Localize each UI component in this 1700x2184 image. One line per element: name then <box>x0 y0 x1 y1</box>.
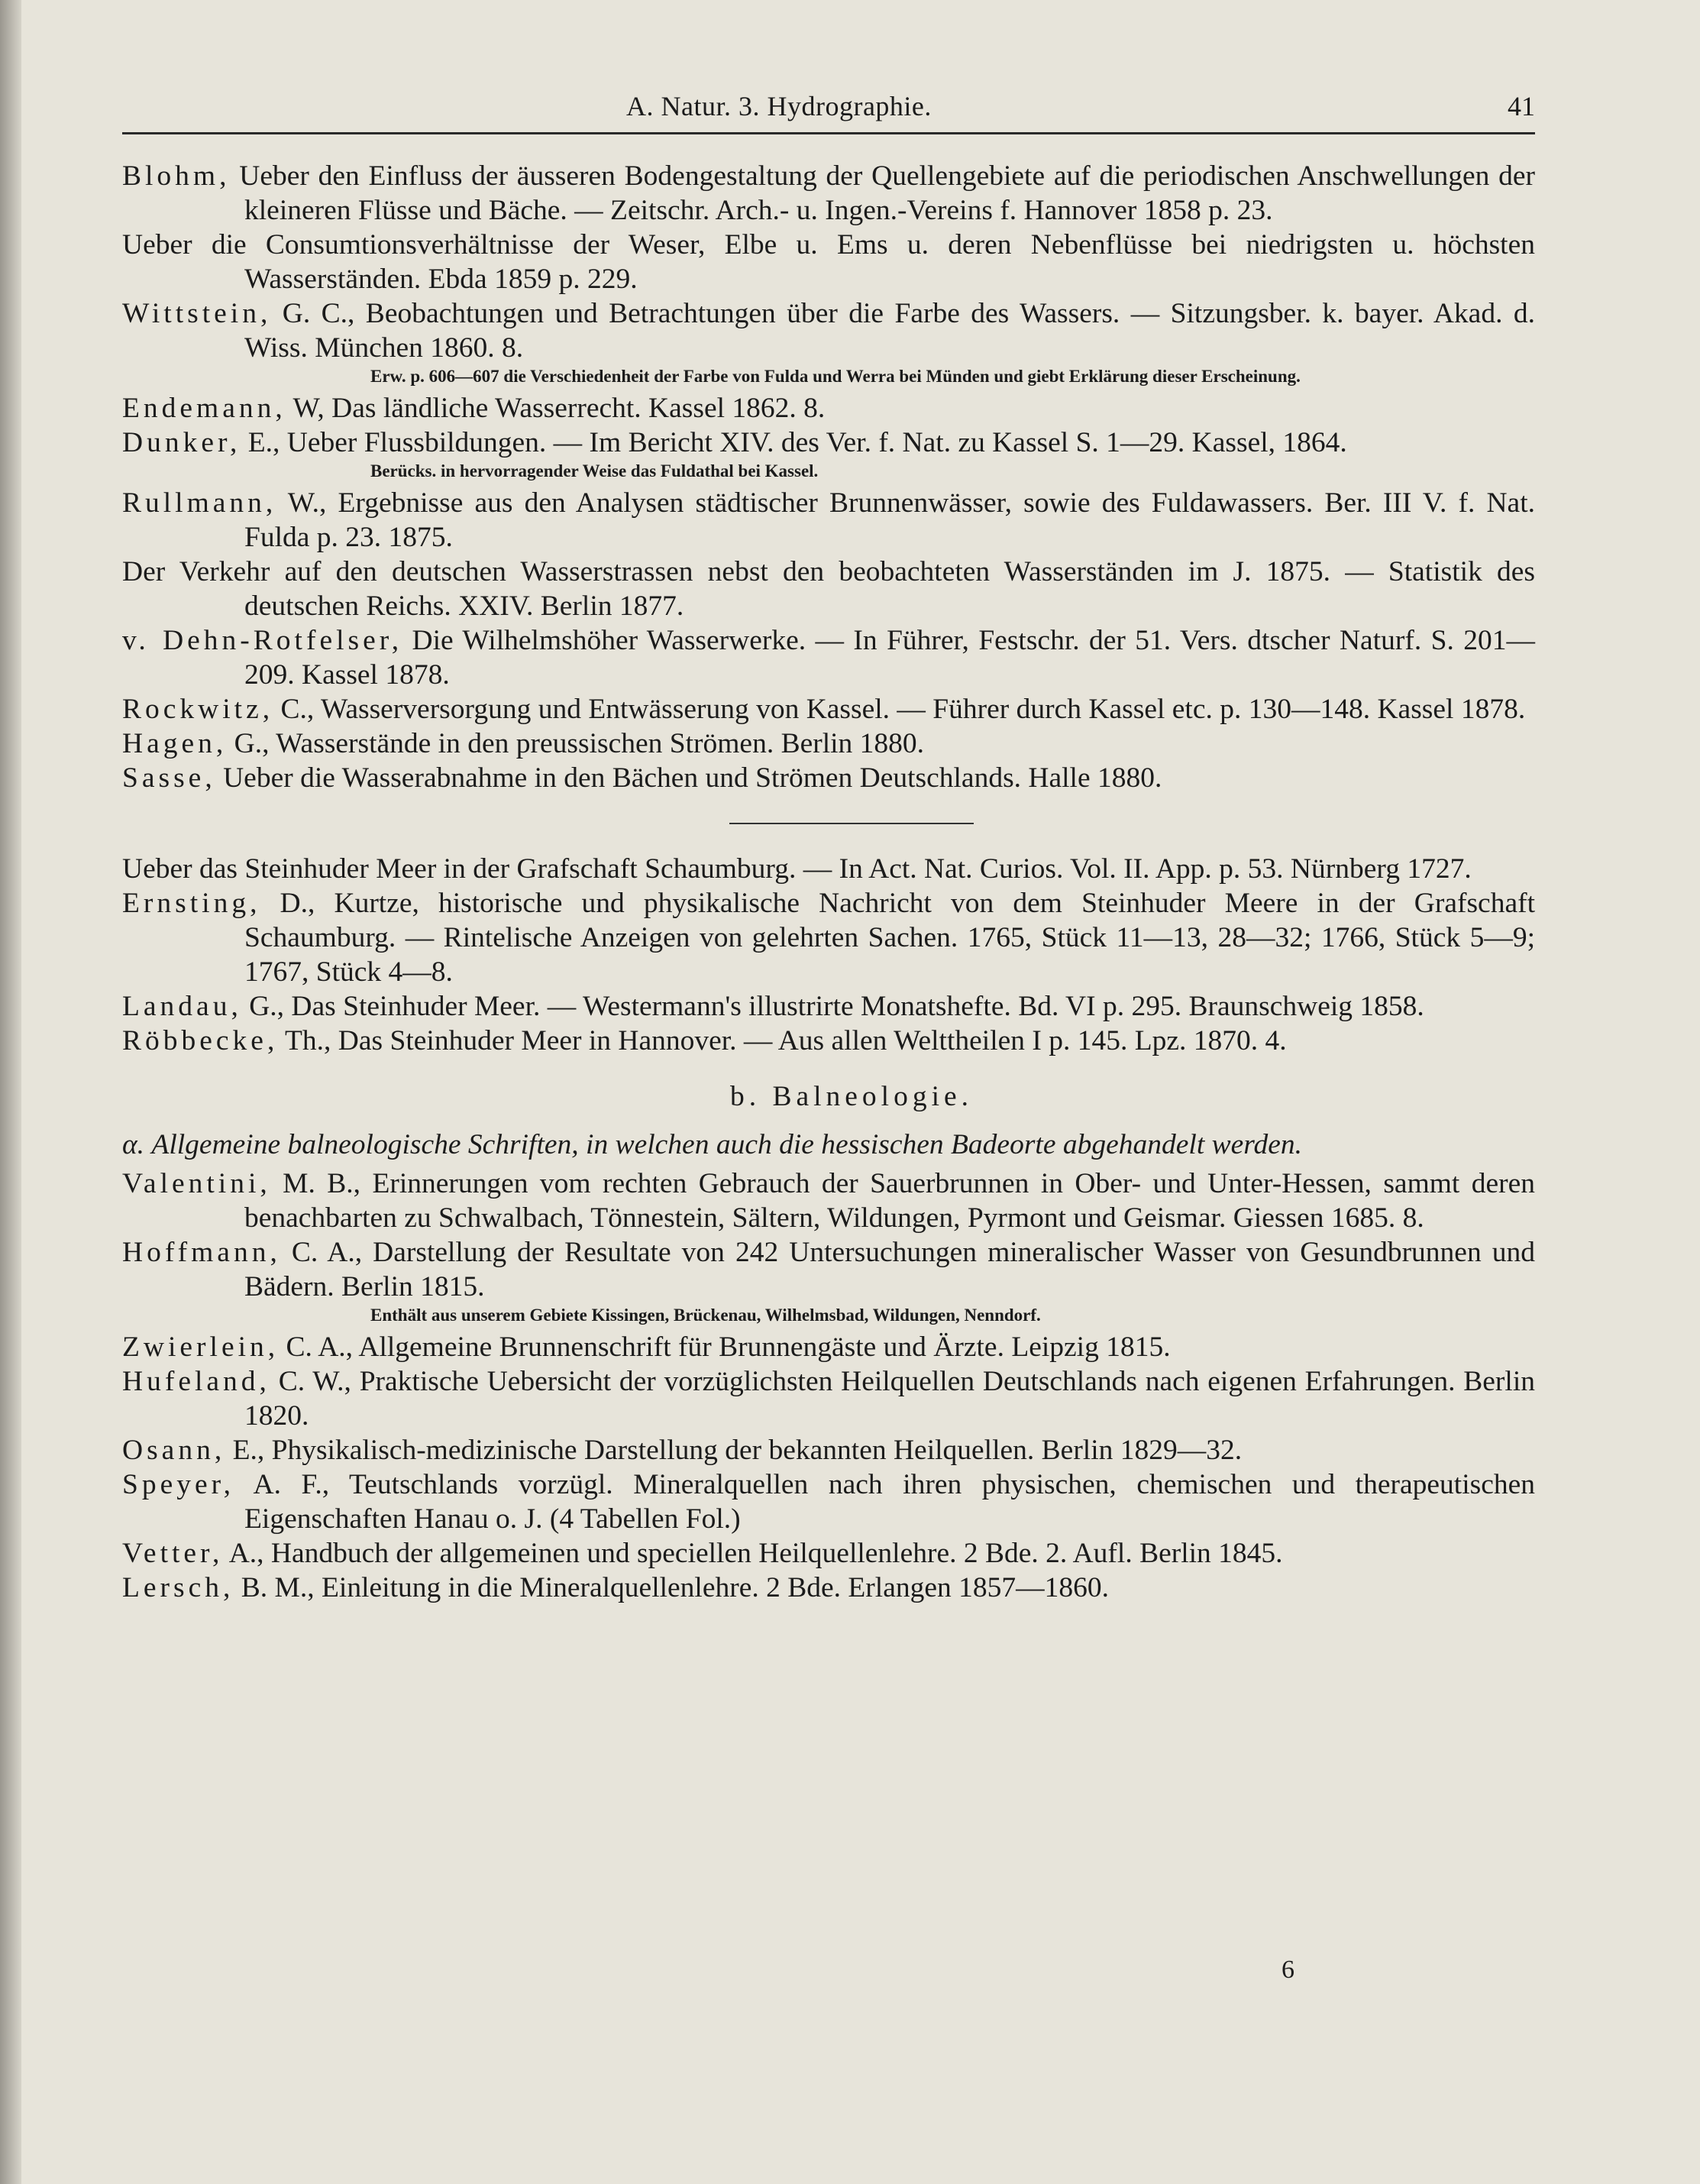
entry-group-b <box>122 391 1535 460</box>
entry-text: E., Ueber Flussbildungen. — Im Bericht XIV. des Ver. f. Nat. zu Kassel S. 1—29. Kassel, 1864. <box>241 427 1347 458</box>
bibliography-entry <box>122 989 1535 1024</box>
section-heading-balneologie: b. Balneologie. <box>729 1081 974 1112</box>
entry-text: D., Kurtze, historische und physikalische Nachricht von dem Steinhuder Meere in der Grafschaft Schaumburg. — Rintelische Anzeigen von gelehrten Sachen. 1765, Stück 11—13, 28—32; 1766, Stück 5—9; 1767, Stück 4—8. <box>244 888 1535 988</box>
bibliography-entry <box>122 761 1535 795</box>
entry-author: Zwierlein, <box>122 1331 280 1363</box>
entry-author: Dunker, <box>122 427 241 458</box>
entry-text: C. A., Allgemeine Brunnenschrift für Brunnengäste und Ärzte. Leipzig 1815. <box>279 1331 1171 1363</box>
running-header <box>122 84 1535 130</box>
entry-text: Ueber die Wasserabnahme in den Bächen und Strömen Deutschlands. Halle 1880. <box>215 762 1162 794</box>
entry-author: v. Dehn-Rotfelser, <box>122 625 403 656</box>
entry-text: Th., Das Steinhuder Meer in Hannover. — Aus allen Welttheilen I p. 145. Lpz. 1870. 4. <box>278 1025 1287 1056</box>
bibliography-entry <box>122 555 1535 623</box>
entry-author: Speyer, <box>122 1469 235 1500</box>
entry-author: Ernsting, <box>122 888 261 919</box>
bibliography-entry <box>122 296 1535 365</box>
bibliography-entry <box>122 1536 1535 1571</box>
bibliography-entry <box>122 692 1535 726</box>
bibliography-entry <box>122 1166 1535 1235</box>
section-divider <box>729 823 974 824</box>
entry-text: Ueber den Einfluss der äusseren Bodengestaltung der Quellengebiete auf die periodischen Anschwellungen der kleineren Flüsse und Bäche. — Zeitschr. Arch.- u. Ingen.-Vereins f. Hannover 1858 p. 23. <box>230 160 1535 226</box>
entry-text: G. C., Beobachtungen und Betrachtungen über die Farbe des Wassers. — Sitzungsber. k. bayer. Akad. d. Wiss. München 1860. 8. <box>244 298 1535 364</box>
annotation-hoffmann: Enthält aus unserem Gebiete Kissingen, Brückenau, Wilhelmsbad, Wildungen, Nenndorf. <box>370 1306 1041 1325</box>
entry-author: Wittstein, <box>122 298 272 329</box>
entry-author: Röbbecke, <box>122 1025 279 1056</box>
entry-text: Der Verkehr auf den deutschen Wasserstrassen nebst den beobachteten Wasserständen im J. 1875. — Statistik des deutschen Reichs. XXIV. Berlin 1877. <box>122 556 1535 622</box>
entry-group-e <box>122 1166 1535 1304</box>
entry-text: A., Handbuch der allgemeinen und speciellen Heilquellenlehre. 2 Bde. 2. Aufl. Berlin 1845. <box>223 1538 1283 1569</box>
header-rule <box>122 132 1535 134</box>
entry-author: Osann, <box>122 1435 226 1466</box>
bibliography-body <box>122 159 1535 1605</box>
bibliography-entry <box>122 1433 1535 1467</box>
entry-group-f <box>122 1330 1535 1605</box>
annotation-dunker: Berücks. in hervorragender Weise das Fuldathal bei Kassel. <box>370 461 819 480</box>
book-gutter-shadow <box>0 0 21 2184</box>
bibliography-entry <box>122 726 1535 761</box>
bibliography-entry <box>122 159 1535 228</box>
entry-text: W., Ergebnisse aus den Analysen städtischer Brunnenwässer, sowie des Fuldawassers. Ber. III V. f. Nat. Fulda p. 23. 1875. <box>244 487 1535 553</box>
entry-text: B. M., Einleitung in die Mineralquellenlehre. 2 Bde. Erlangen 1857—1860. <box>234 1572 1110 1603</box>
entry-group-c <box>122 486 1535 795</box>
entry-author: Endemann, <box>122 393 286 424</box>
bibliography-entry <box>122 852 1535 886</box>
entry-text: Ueber die Consumtionsverhältnisse der Weser, Elbe u. Ems u. deren Nebenflüsse bei niedrigsten u. höchsten Wasserständen. Ebda 1859 p. 229. <box>122 229 1535 295</box>
entry-author: Rockwitz, <box>122 694 274 725</box>
page-number: 41 <box>1508 91 1535 121</box>
entry-author: Hufeland, <box>122 1366 270 1397</box>
entry-text: C. A., Darstellung der Resultate von 242 Untersuchungen mineralischer Wasser von Gesundbrunnen und Bädern. Berlin 1815. <box>244 1237 1535 1302</box>
bibliography-entry <box>122 886 1535 989</box>
annotation-wittstein: Erw. p. 606—607 die Verschiedenheit der Farbe von Fulda und Werra bei Münden und giebt Erklärung dieser Erscheinung. <box>370 367 1301 386</box>
entry-author: Hagen, <box>122 728 228 759</box>
entry-text: Die Wilhelmshöher Wasserwerke. — In Führer, Festschr. der 51. Vers. dtscher Naturf. S. 201—209. Kassel 1878. <box>244 625 1535 691</box>
bibliography-entry <box>122 228 1535 296</box>
bibliography-entry <box>122 1364 1535 1433</box>
entry-text: A. F., Teutschlands vorzügl. Mineralquellen nach ihren physischen, chemischen und therapeutischen Eigenschaften Hanau o. J. (4 Tabellen Fol.) <box>234 1469 1535 1535</box>
bibliography-entry <box>122 425 1535 460</box>
bibliography-entry <box>122 1330 1535 1364</box>
signature-mark: 6 <box>1281 1956 1294 1984</box>
running-title: A. Natur. 3. Hydrographie. <box>626 91 932 121</box>
entry-author: Rullmann, <box>122 487 277 519</box>
entry-text: Ueber das Steinhuder Meer in der Grafschaft Schaumburg. — In Act. Nat. Curios. Vol. II. App. p. 53. Nürnberg 1727. <box>122 853 1472 885</box>
entry-text: C. W., Praktische Uebersicht der vorzüglichsten Heilquellen Deutschlands nach eigenen Erfahrungen. Berlin 1820. <box>244 1366 1535 1432</box>
entry-text: C., Wasserversorgung und Entwässerung von Kassel. — Führer durch Kassel etc. p. 130—148. Kassel 1878. <box>273 694 1526 725</box>
bibliography-entry <box>122 1024 1535 1058</box>
bibliography-entry <box>122 486 1535 555</box>
entry-author: Valentini, <box>122 1168 271 1199</box>
entry-author: Sasse, <box>122 762 216 794</box>
bibliography-entry <box>122 391 1535 425</box>
entry-text: G., Das Steinhuder Meer. — Westermann's illustrirte Monatshefte. Bd. VI p. 295. Braunschweig 1858. <box>241 991 1424 1022</box>
entry-text: W, Das ländliche Wasserrecht. Kassel 1862. 8. <box>286 393 826 424</box>
entry-group-d <box>122 852 1535 1058</box>
bibliography-entry <box>122 1467 1535 1536</box>
entry-text: E., Physikalisch-medizinische Darstellung der bekannten Heilquellen. Berlin 1829—32. <box>225 1435 1243 1466</box>
bibliography-entry <box>122 1235 1535 1304</box>
entry-author: Lersch, <box>122 1572 234 1603</box>
subsection-heading-alpha: α. Allgemeine balneologische Schriften, in welchen auch die hessischen Badeorte abgehandelt werden. <box>122 1129 1302 1160</box>
entry-group-a <box>122 159 1535 365</box>
entry-author: Blohm, <box>122 160 231 192</box>
bibliography-entry <box>122 623 1535 692</box>
entry-author: Vetter, <box>122 1538 224 1569</box>
entry-text: M. B., Erinnerungen vom rechten Gebrauch der Sauerbrunnen in Ober- und Unter-Hessen, sammt deren benachbarten zu Schwalbach, Tönnestein, Sältern, Wildungen, Pyrmont und Geismar. Giessen 1685. 8. <box>244 1168 1535 1234</box>
entry-author: Landau, <box>122 991 242 1022</box>
entry-author: Hoffmann, <box>122 1237 281 1268</box>
bibliography-entry <box>122 1571 1535 1605</box>
entry-text: G., Wasserstände in den preussischen Strömen. Berlin 1880. <box>227 728 925 759</box>
